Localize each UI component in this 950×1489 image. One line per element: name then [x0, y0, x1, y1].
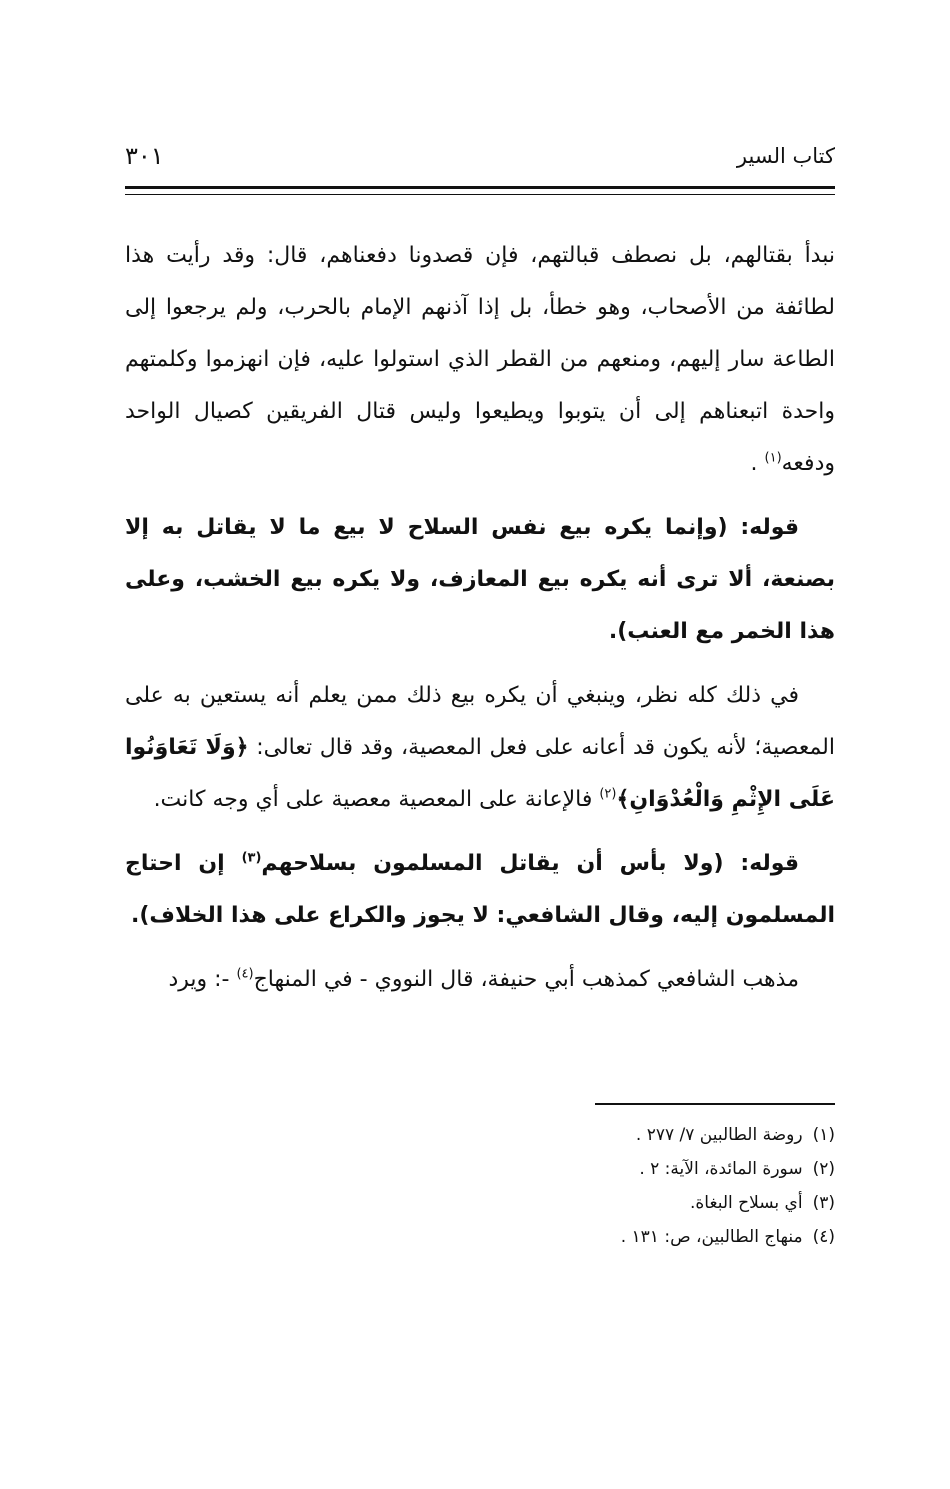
footnote-1: (١)روضة الطالبين ٧/ ٢٧٧ . [635, 1125, 835, 1145]
footnote-4: (٤)منهاج الطالبين، ص: ١٣١ . [620, 1227, 835, 1247]
footnotes [125, 1118, 835, 1254]
page-number: ٣٠١ [125, 142, 164, 170]
main-text [125, 230, 835, 1018]
paragraph-5: مذهب الشافعي كمذهب أبي حنيفة، قال النووي - في المنهاج$^{(٤)}$ -: ويرد [168, 966, 799, 992]
footnote-ref-4: (٤) [236, 966, 254, 982]
header-rule [125, 186, 835, 195]
paragraph-1: نبدأ بقتالهم، بل نصطف قبالتهم، فإن قصدونا دفعناهم، قال: وقد رأيت هذا لطائفة من الأصحاب، وهو خطأ، بل إذا آذنهم الإمام بالحرب، ولم يرجعوا إلى الطاعة سار إليهم، ومنعهم من القطر الذي استولوا عليه، فإن انهزموا وكلمتهم واحدة اتبعناهم إلى أن يتوبوا ويطيعوا وليس قتال الفريقين كصيال الواحد ودفعه$^{(١)}$ . [125, 243, 835, 476]
quran-verse: ﴿وَلَا تَعَاوَنُوا عَلَى الإِثْمِ وَالْعُدْوَانِ﴾ [125, 735, 835, 812]
running-header [125, 142, 835, 182]
book-title: كتاب السير [736, 144, 835, 168]
footnote-ref-2: (٢) [599, 786, 617, 802]
paragraph-2-quote: قوله: (وإنما يكره بيع نفس السلاح لا بيع ما لا يقاتل به إلا بصنعة، ألا ترى أنه يكره بيع المعازف، ولا يكره بيع الخشب، وعلى هذا الخمر مع العنب). [125, 515, 835, 644]
paragraph-3: في ذلك كله نظر، وينبغي أن يكره بيع ذلك ممن يعلم أنه يستعين به على المعصية؛ لأنه يكون قد أعانه على فعل المعصية، وقد قال تعالى: ﴿وَلَا تَعَاوَنُوا عَلَى الإِثْمِ وَالْعُدْوَانِ﴾$^{(٢)}$ فالإعانة على المعصية معصية على أي وجه كانت. [125, 683, 835, 812]
footnote-ref-1: (١) [764, 450, 782, 466]
paragraph-4-quote: قوله: (ولا بأس أن يقاتل المسلمون بسلاحهم$^{(٣)}$ إن احتاج المسلمون إليه، وقال الشافعي: لا يجوز والكراع على هذا الخلاف). [125, 850, 835, 928]
footnote-3: (٣)أي بسلاح البغاة. [690, 1193, 835, 1213]
footnote-separator [595, 1103, 835, 1105]
footnote-ref-3: (٣) [241, 850, 262, 866]
footnote-2: (٢)سورة المائدة، الآية: ٢ . [639, 1159, 835, 1179]
